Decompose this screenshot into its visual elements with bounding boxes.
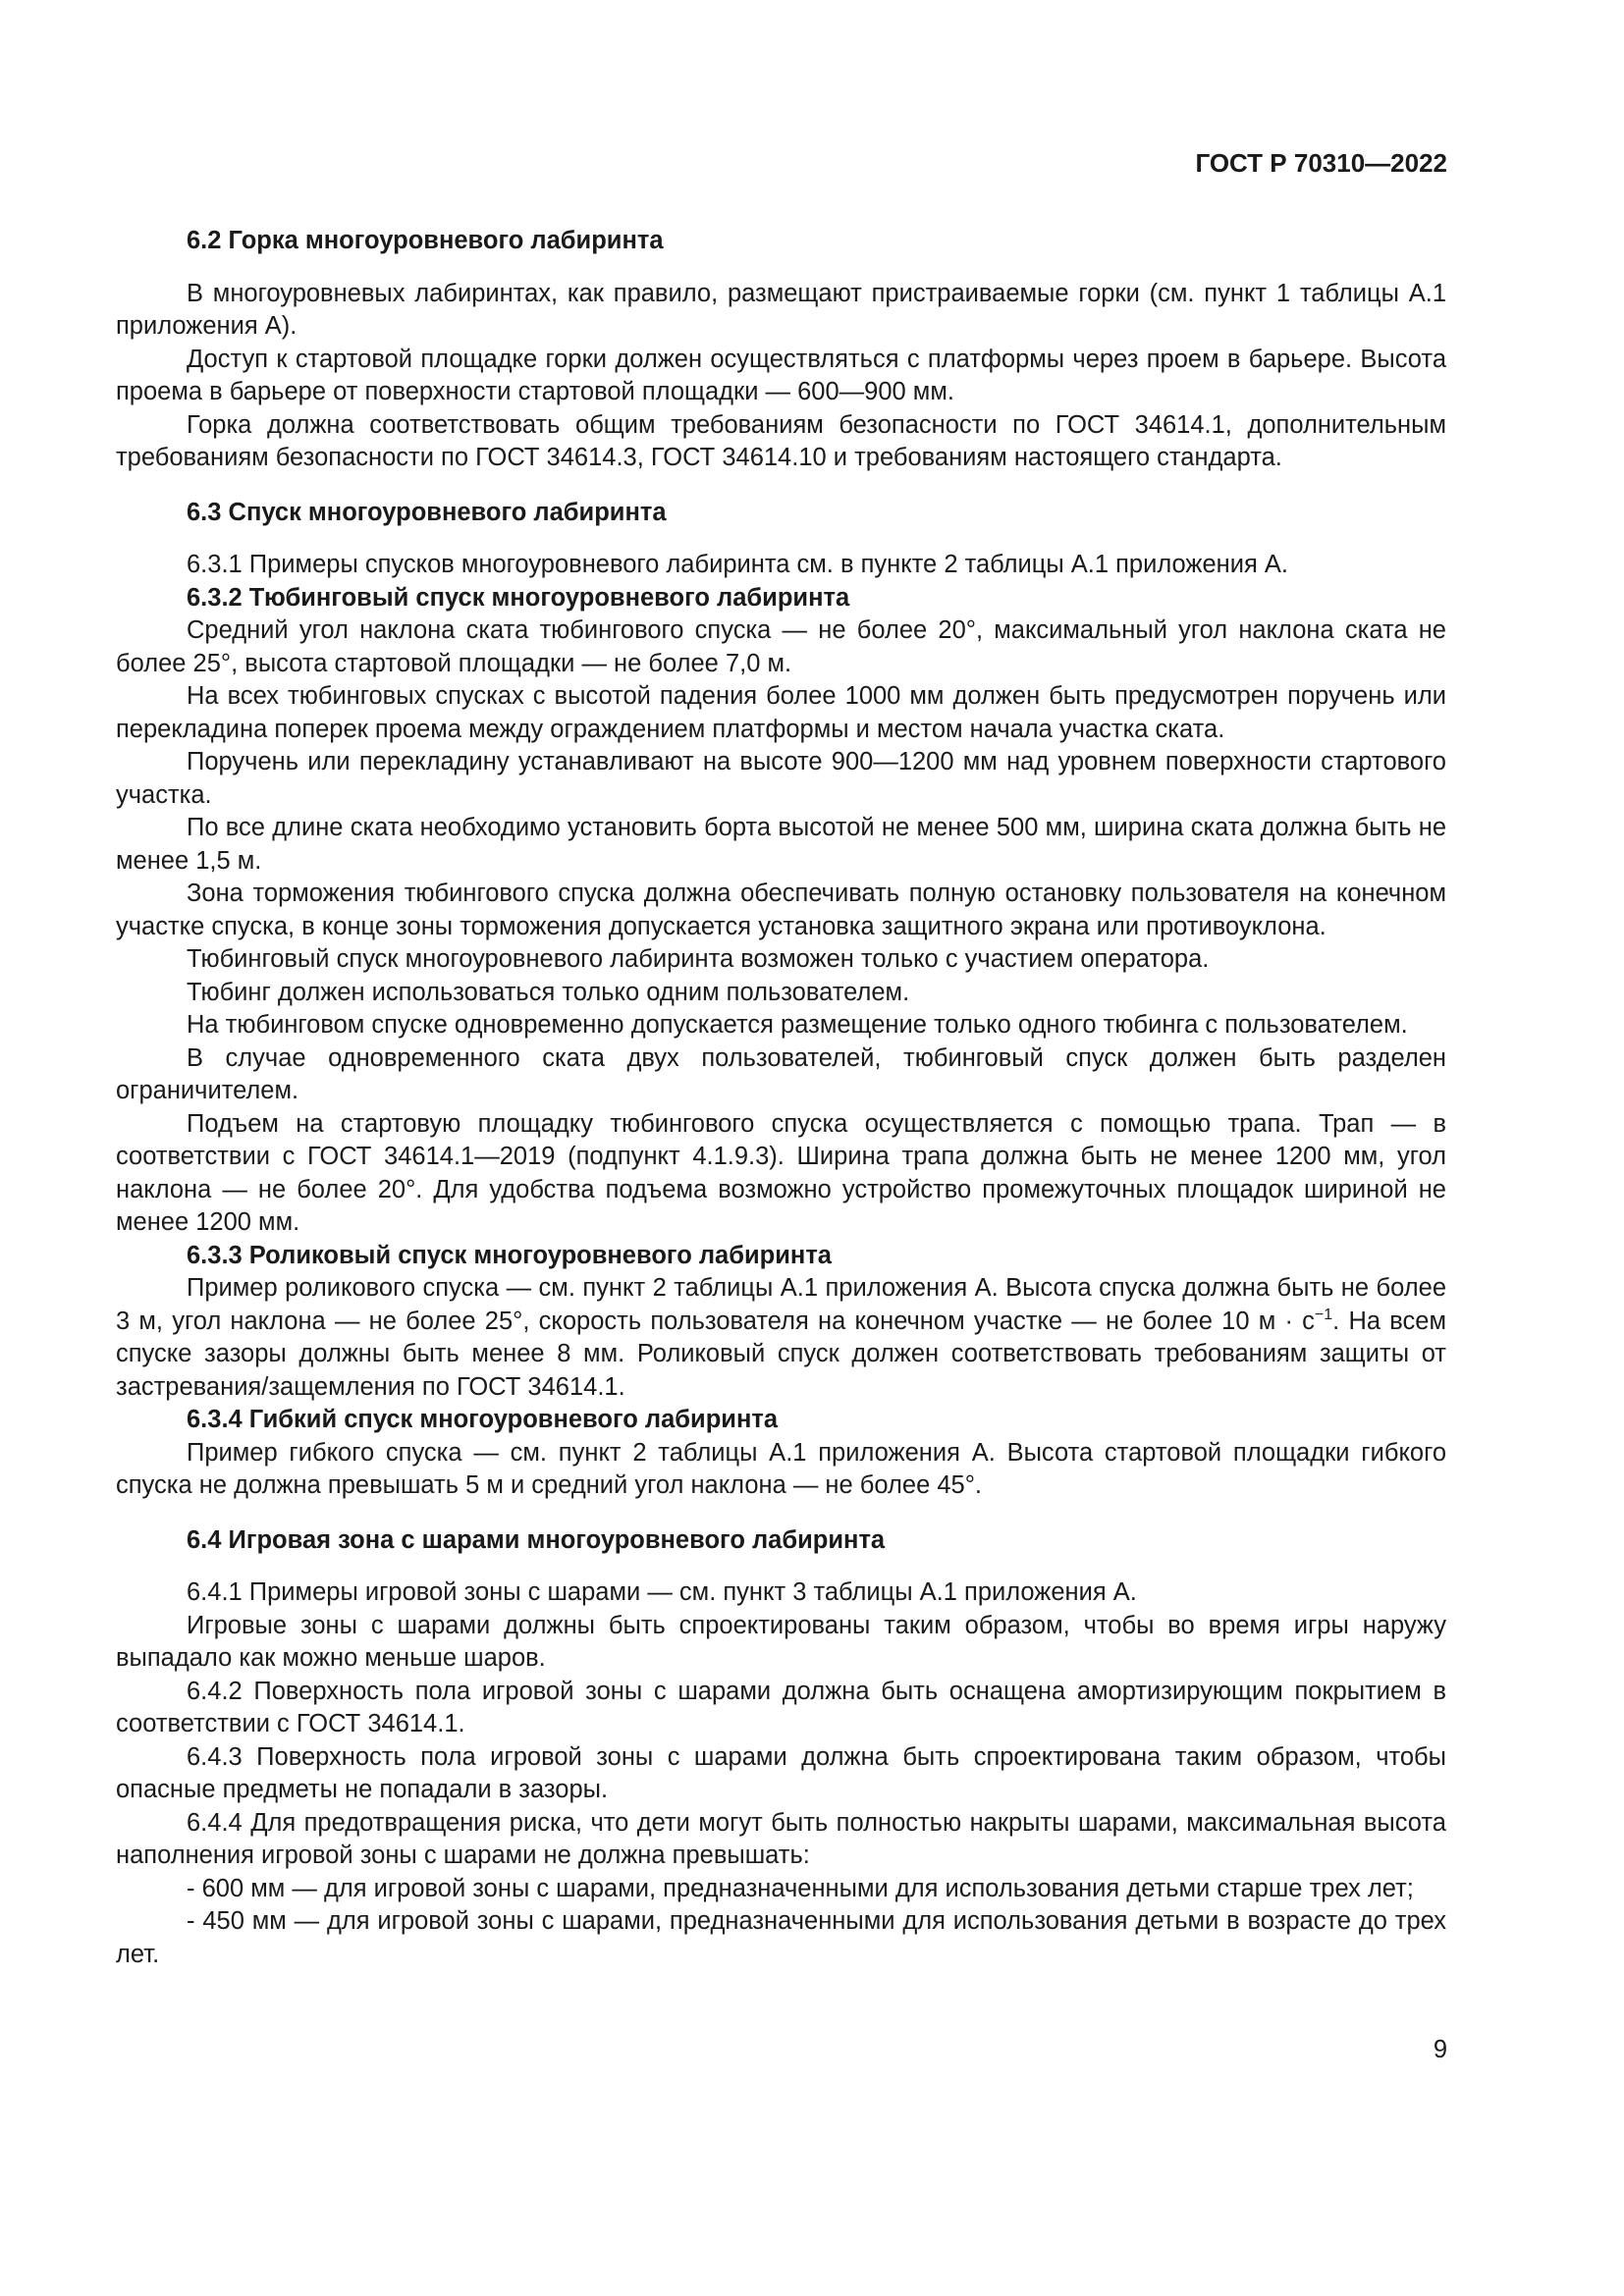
paragraph: Тюбинговый спуск многоуровневого лабиринта возможен только с участием оператора.	[187, 945, 1210, 973]
paragraph-text: . На всем спуске зазоры должны быть менее 8 мм. Роликовый спуск должен соответствовать требованиям защиты от застревания/защемления по ГОСТ 34614.1.	[116, 1307, 1446, 1401]
paragraph: Зона торможения тюбингового спуска должна обеспечивать полную остановку пользователя на конечном участке спуска, в конце зоны торможения допускается установка защитного экрана или противоуклона.	[116, 880, 1446, 940]
paragraph: Тюбинг должен использоваться только одним пользователем.	[187, 978, 910, 1006]
subsection-6-3-3-heading: 6.3.3 Роликовый спуск многоуровневого лабиринта	[187, 1241, 832, 1269]
paragraph: Поручень или перекладину устанавливают на высоте 900—1200 мм над уровнем поверхности стартового участка.	[116, 748, 1446, 809]
paragraph: 6.3.1 Примеры спусков многоуровневого лабиринта см. в пункте 2 таблицы А.1 приложения А.	[187, 551, 1288, 578]
list-item: - 450 мм — для игровой зоны с шарами, предназначенными для использования детьми в возрасте до трех лет.	[116, 1907, 1446, 1968]
document-header-id: ГОСТ Р 70310—2022	[1195, 148, 1447, 178]
paragraph: По все длине ската необходимо установить борта высотой не менее 500 мм, ширина ската должна быть не менее 1,5 м.	[116, 814, 1446, 875]
paragraph: 6.4.1 Примеры игровой зоны с шарами — см. пункт 3 таблицы А.1 приложения А.	[187, 1578, 1137, 1606]
paragraph: Пример гибкого спуска — см. пункт 2 таблицы А.1 приложения А. Высота стартовой площадки гибкого спуска не должна превышать 5 м и средний угол наклона — не более 45°.	[116, 1438, 1446, 1499]
paragraph	[116, 1272, 1446, 1404]
section-6-4-heading: 6.4 Игровая зона с шарами многоуровневого лабиринта	[187, 1525, 886, 1554]
paragraph: В случае одновременного ската двух пользователей, тюбинговый спуск должен быть разделен ограничителем.	[116, 1043, 1446, 1104]
paragraph: Игровые зоны с шарами должны быть спроектированы таким образом, чтобы во время игры наружу выпадало как можно меньше шаров.	[116, 1611, 1446, 1672]
paragraph: Доступ к стартовой площадке горки должен осуществляться с платформы через проем в барьере. Высота проема в барьере от поверхности стартовой площадки — 600—900 мм.	[116, 345, 1446, 405]
paragraph: 6.4.3 Поверхность пола игровой зоны с шарами должна быть спроектирована таким образом, чтобы опасные предметы не попадали в зазоры.	[116, 1742, 1446, 1803]
section-6-3-heading: 6.3 Спуск многоуровневого лабиринта	[187, 498, 667, 526]
paragraph: Горка должна соответствовать общим требованиям безопасности по ГОСТ 34614.1, дополнительным требованиям безопасности по ГОСТ 34614.3, ГОСТ 34614.10 и требованиям настоящего стандарта.	[116, 410, 1446, 471]
paragraph: Средний угол наклона ската тюбингового спуска — не более 20°, максимальный угол наклона ската не более 25°, высота стартовой площадки — не более 7,0 м.	[116, 616, 1446, 677]
subsection-6-3-4-heading: 6.3.4 Гибкий спуск многоуровневого лабиринта	[187, 1406, 779, 1433]
list-item: - 600 мм — для игровой зоны с шарами, предназначенными для использования детьми старше трех лет;	[187, 1874, 1414, 1902]
paragraph: На всех тюбинговых спусках с высотой падения более 1000 мм должен быть предусмотрен поручень или перекладина поперек проема между ограждением платформы и местом начала участка ската.	[116, 682, 1446, 743]
page-number: 9	[1433, 2036, 1447, 2063]
paragraph: 6.4.4 Для предотвращения риска, что дети могут быть полностью накрыты шарами, максимальная высота наполнения игровой зоны с шарами не должна превышать:	[116, 1808, 1446, 1869]
subsection-6-3-2-heading: 6.3.2 Тюбинговый спуск многоуровневого лабиринта	[187, 583, 850, 612]
paragraph-text: Пример роликового спуска — см. пункт 2 таблицы А.1 приложения А. Высота спуска должна быть не более 3 м, угол наклона — не более 25°, скорость пользователя на конечном участке — не более 10 м · с	[116, 1274, 1446, 1335]
superscript: −1	[1314, 1306, 1333, 1323]
page-content	[116, 225, 1446, 1971]
paragraph: 6.4.2 Поверхность пола игровой зоны с шарами должна быть оснащена амортизирующим покрытием в соответствии с ГОСТ 34614.1.	[116, 1677, 1446, 1737]
paragraph: В многоуровневых лабиринтах, как правило, размещают пристраиваемые горки (см. пункт 1 таблицы А.1 приложения А).	[116, 279, 1446, 340]
section-6-2-heading: 6.2 Горка многоуровневого лабиринта	[187, 227, 664, 254]
paragraph: Подъем на стартовую площадку тюбингового спуска осуществляется с помощью трапа. Трап — в соответствии с ГОСТ 34614.1—2019 (подпункт 4.1.9.3). Ширина трапа должна быть не менее 1200 мм, угол наклона — не более 20°. Для удобства подъема возможно устройство промежуточных площадок шириной не менее 1200 мм.	[116, 1109, 1446, 1236]
paragraph: На тюбинговом спуске одновременно допускается размещение только одного тюбинга с пользователем.	[187, 1011, 1408, 1039]
